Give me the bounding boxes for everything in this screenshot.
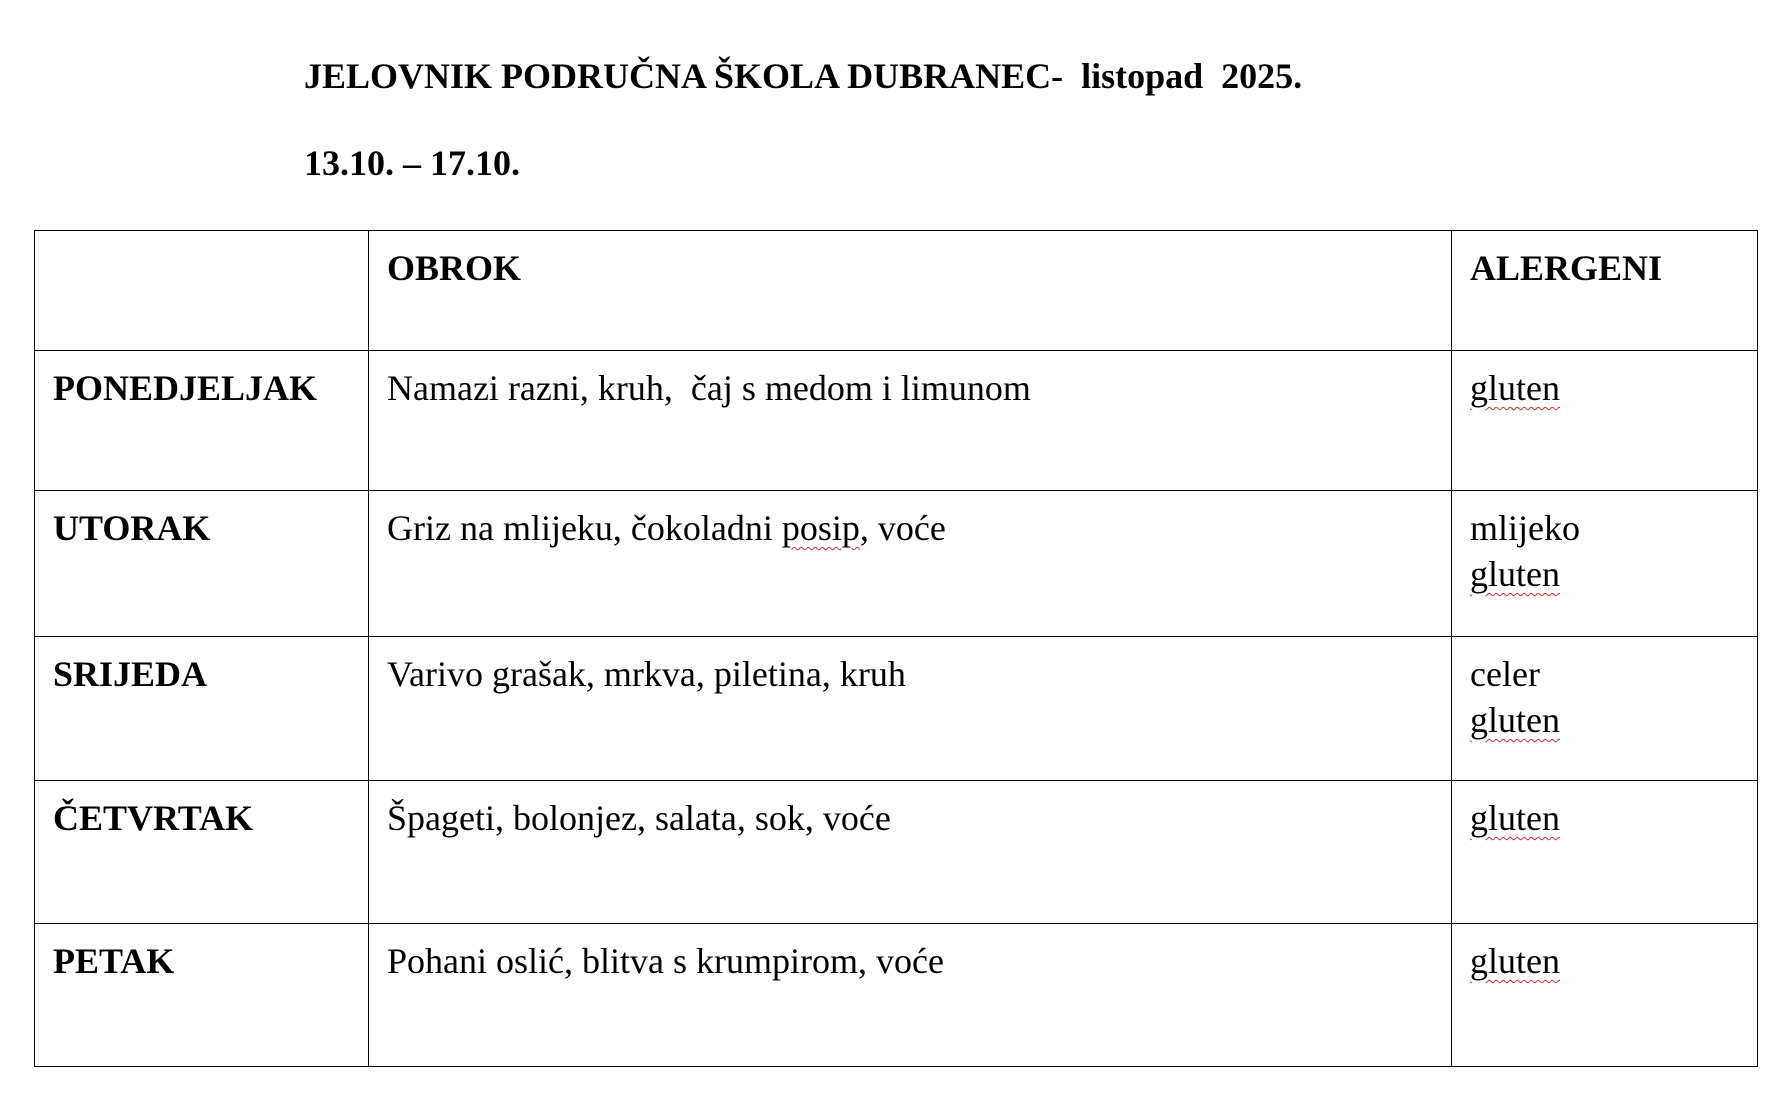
- table-row: [35, 781, 1758, 924]
- meal-cell: Špageti, bolonjez, salata, sok, voće: [369, 781, 1452, 924]
- allergens-cell: [1452, 924, 1758, 1067]
- menu-table: [34, 230, 1758, 1067]
- allergens-cell: [1452, 637, 1758, 781]
- table-header-row: [35, 231, 1758, 351]
- allergen-item: gluten: [1470, 554, 1560, 594]
- day-cell: PETAK: [35, 924, 369, 1067]
- allergen-item: gluten: [1470, 368, 1560, 408]
- meal-text: Griz na mlijeku, čokoladni: [387, 508, 782, 548]
- day-cell: ČETVRTAK: [35, 781, 369, 924]
- document-title: JELOVNIK PODRUČNA ŠKOLA DUBRANEC- listopad 2025.: [304, 56, 1303, 96]
- meal-cell: Pohani oslić, blitva s krumpirom, voće: [369, 924, 1452, 1067]
- allergen-item: mlijeko: [1470, 508, 1580, 548]
- meal-cell: Namazi razni, kruh, čaj s medom i limunom: [369, 351, 1452, 491]
- allergens-cell: [1452, 351, 1758, 491]
- meal-cell: [369, 491, 1452, 637]
- allergen-item: gluten: [1470, 798, 1560, 838]
- meal-cell: Varivo grašak, mrkva, piletina, kruh: [369, 637, 1452, 781]
- header-allergens-cell: ALERGENI: [1452, 231, 1758, 351]
- allergens-cell: [1452, 491, 1758, 637]
- week-range: 13.10. – 17.10.: [304, 143, 520, 183]
- table-row: [35, 924, 1758, 1067]
- table-row: [35, 351, 1758, 491]
- header-day-cell: [35, 231, 369, 351]
- day-cell: UTORAK: [35, 491, 369, 637]
- header-meal-cell: OBROK: [369, 231, 1452, 351]
- allergen-item: gluten: [1470, 700, 1560, 740]
- meal-text-flagged: posip: [781, 508, 860, 548]
- allergen-item: gluten: [1470, 941, 1560, 981]
- table-row: [35, 491, 1758, 637]
- allergen-item: celer: [1470, 654, 1540, 694]
- day-cell: PONEDJELJAK: [35, 351, 369, 491]
- table-row: [35, 637, 1758, 781]
- day-cell: SRIJEDA: [35, 637, 369, 781]
- allergens-cell: [1452, 781, 1758, 924]
- meal-text: , voće: [859, 508, 946, 548]
